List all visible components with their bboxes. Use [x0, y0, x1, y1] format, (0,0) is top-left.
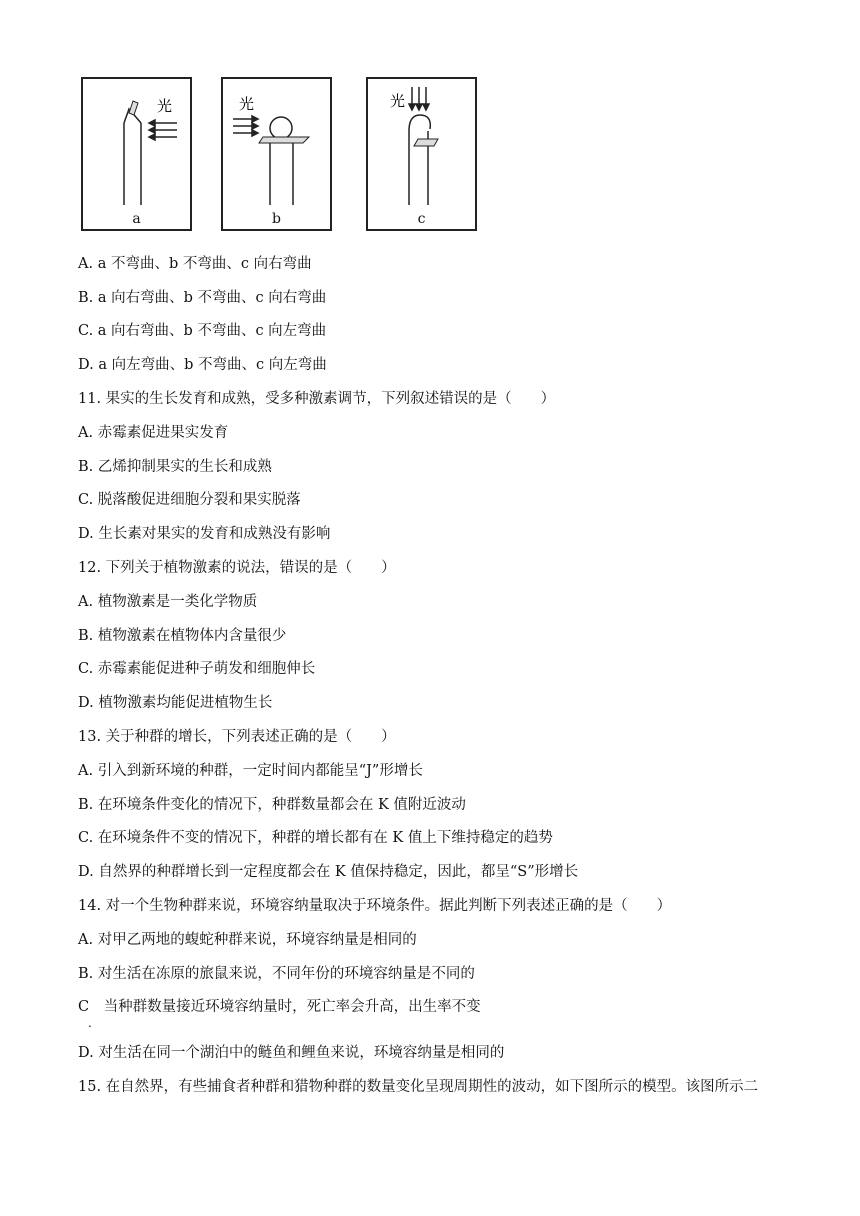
panel-b-label: b — [272, 211, 281, 227]
q11-option-c: C. 脱落酸促进细胞分裂和果实脱落 — [78, 492, 301, 508]
q13-option-d: D. 自然界的种群增长到一定程度都会在 K 值保持稳定，因此，都呈“S”形增长 — [78, 864, 579, 880]
phototropism-figure — [81, 77, 481, 235]
q10-option-d: D. a 向左弯曲、b 不弯曲、c 向左弯曲 — [78, 357, 327, 373]
q14-stem: 14. 对一个生物种群来说，环境容纳量取决于环境条件。据此判断下列表述正确的是（ ） — [78, 898, 672, 914]
q12-option-b: B. 植物激素在植物体内含量很少 — [78, 628, 287, 644]
panel-a — [81, 77, 192, 231]
q10-option-c: C. a 向右弯曲、b 不弯曲、c 向左弯曲 — [78, 323, 327, 339]
q12-option-d: D. 植物激素均能促进植物生长 — [78, 695, 273, 711]
q12-stem: 12. 下列关于植物激素的说法，错误的是（ ） — [78, 560, 396, 576]
q11-option-b: B. 乙烯抑制果实的生长和成熟 — [78, 459, 272, 475]
light-label-a: 光 — [157, 97, 173, 115]
q13-option-b: B. 在环境条件变化的情况下，种群数量都会在 K 值附近波动 — [78, 797, 466, 813]
q14-option-c: C 当种群数量接近环境容纳量时，死亡率会升高，出生率不变 — [78, 999, 481, 1015]
q13-stem: 13. 关于种群的增长，下列表述正确的是（ ） — [78, 729, 396, 745]
panel-b — [221, 77, 332, 231]
q14-option-d: D. 对生活在同一个湖泊中的鲢鱼和鲤鱼来说，环境容纳量是相同的 — [78, 1045, 505, 1061]
panel-c — [366, 77, 477, 231]
q11-option-d: D. 生长素对果实的发育和成熟没有影响 — [78, 526, 331, 542]
light-label-c: 光 — [390, 92, 406, 110]
q13-option-c: C. 在环境条件不变的情况下，种群的增长都有在 K 值上下维持稳定的趋势 — [78, 830, 553, 846]
seedling-b-drawing — [223, 79, 334, 233]
stray-dot: . — [88, 1016, 92, 1030]
q14-option-a: A. 对甲乙两地的蝮蛇种群来说，环境容纳量是相同的 — [78, 932, 417, 948]
q13-option-a: A. 引入到新环境的种群，一定时间内都能呈“J”形增长 — [78, 763, 423, 779]
seedling-c-drawing — [368, 79, 479, 233]
q14-option-b: B. 对生活在冻原的旅鼠来说，不同年份的环境容纳量是不同的 — [78, 966, 475, 982]
q10-option-b: B. a 向右弯曲、b 不弯曲、c 向右弯曲 — [78, 290, 327, 306]
light-label-b: 光 — [239, 95, 255, 113]
panel-a-label: a — [132, 211, 141, 227]
q12-option-c: C. 赤霉素能促进种子萌发和细胞伸长 — [78, 661, 316, 677]
q15-stem: 15. 在自然界，有些捕食者种群和猎物种群的数量变化呈现周期性的波动，如下图所示的模型。该图所示二 — [78, 1079, 759, 1095]
q11-stem: 11. 果实的生长发育和成熟，受多种激素调节，下列叙述错误的是（ ） — [78, 391, 556, 407]
seedling-a-drawing — [83, 79, 194, 233]
panel-c-label: c — [417, 211, 426, 227]
q11-option-a: A. 赤霉素促进果实发育 — [78, 425, 229, 441]
q10-option-a: A. a 不弯曲、b 不弯曲、c 向右弯曲 — [78, 256, 312, 272]
q12-option-a: A. 植物激素是一类化学物质 — [78, 594, 258, 610]
